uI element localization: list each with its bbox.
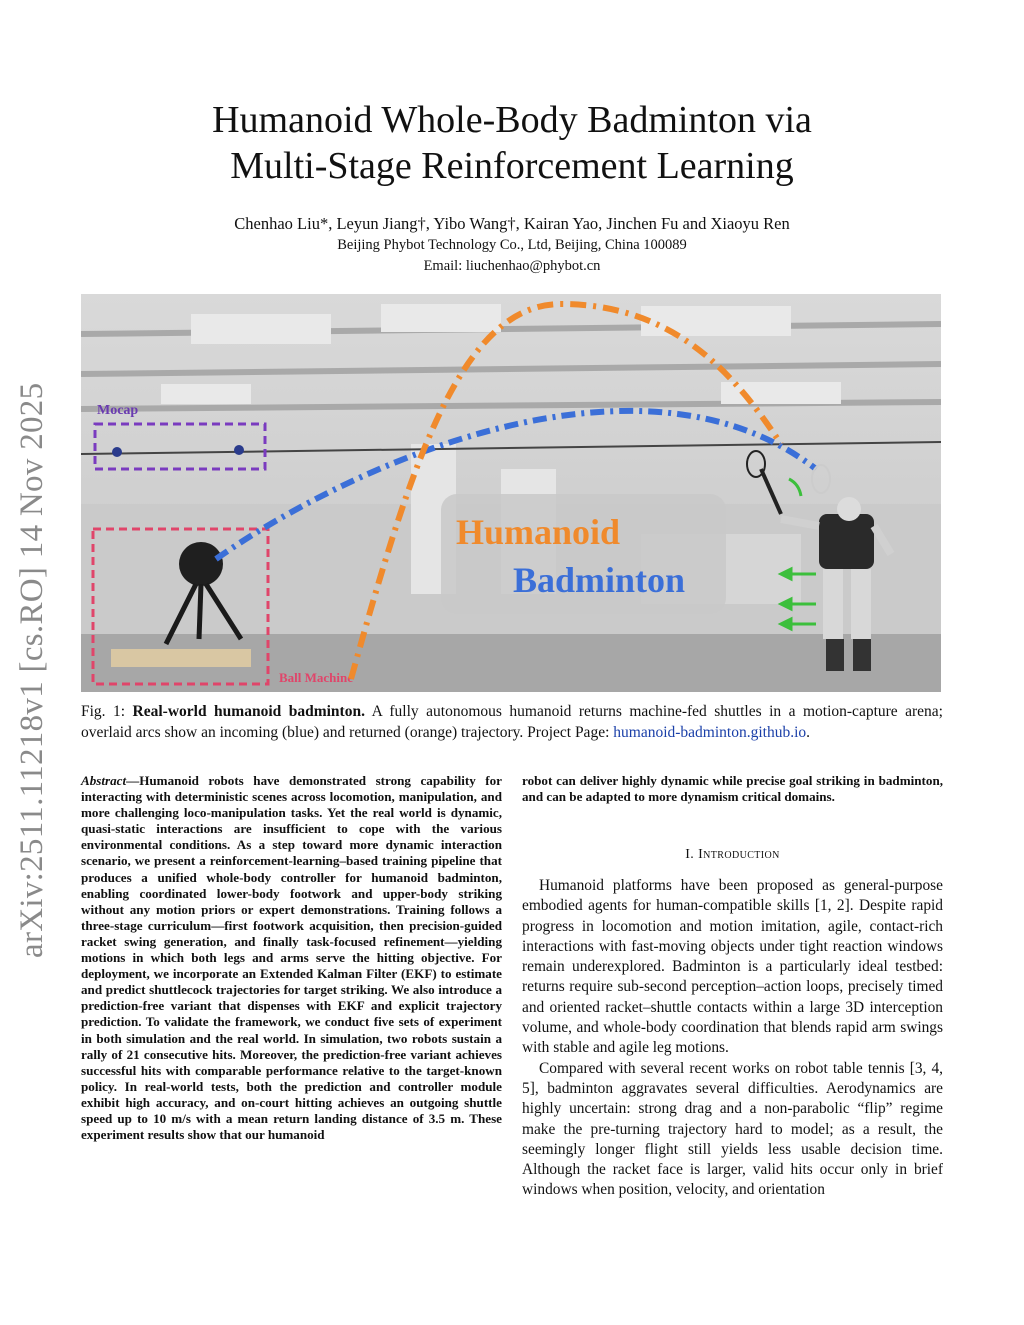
- project-page-link[interactable]: humanoid-badminton.github.io: [613, 724, 807, 741]
- title-line-2: Multi-Stage Reinforcement Learning: [230, 145, 794, 187]
- caption-text: A fully autonomous humanoid returns machine-fed shuttles in a motion-capture arena; overlaid arcs show an incoming (blue) and returned (orange) trajectory. Project Page:: [81, 703, 943, 741]
- section-number: I.: [685, 847, 695, 862]
- introduction-body: [522, 876, 943, 1201]
- abstract-body: —Humanoid robots have demonstrated strong capability for interacting with deterministic scenes across locomotion, manipulation, and more challenging loco-manipulation tasks. Yet the real world is dynamic, quasi-static interactions are insufficient to cope with the various environmental conditions. As a step toward more dynamic interaction scenario, we present a reinforcement-learning–based training pipeline that produces a unified whole-body controller for humanoid badminton, enabling coordinated lower-body footwork and upper-body striking without any motion priors or expert demonstrations. Training follows a three-stage curriculum—first footwork acquisition, then precision-guided racket swing generation, and finally task-focused refinement—yielding motions in which both legs and arms serve the hitting objective. For deployment, we incorporate an Extended Kalman Filter (EKF) to estimate and predict shuttlecock trajectories for target striking. We also introduce a prediction-free variant that dispenses with EKF and explicit trajectory prediction. To validate the framework, we conduct five sets of experiment in both simulation and the real world. In simulation, two robots sustain a rally of 21 consecutive hits. Moreover, the prediction-free variant achieves successful hits with comparable performance relative to the target-known policy. In real-world tests, both the prediction and controller module exhibit high accuracy, and on-court hitting achieves an outgoing shuttle speed up to 10 m/s with a mean return landing distance of 3.5 m. These experiment results show that our humanoid: [81, 773, 502, 1143]
- arxiv-side-stamp: arXiv:2511.11218v1 [cs.RO] 14 Nov 2025: [14, 382, 50, 958]
- mocap-camera-right: [234, 445, 244, 455]
- intro-paragraph-2: Compared with several recent works on robot table tennis [3, 4, 5], badminton aggravates several difficulties. Aerodynamics are highly uncertain: strong drag and a non-parabolic “flip” regime make the pre-turning trajectory hard to model; as a result, the seemingly longer flight still yields less usable decision time. Although the racket face is larger, valid hits occur only in brief windows when position, velocity, and orientation: [522, 1059, 943, 1199]
- overlay-title-badminton: Badminton: [513, 560, 686, 600]
- abstract-continuation: robot can deliver highly dynamic while precise goal striking in badminton, and can be adapted to more dynamism critical domains.: [522, 773, 943, 805]
- caption-end: .: [806, 724, 811, 741]
- mocap-label: Mocap: [97, 403, 139, 418]
- section-title: Introduction: [698, 847, 780, 862]
- intro-paragraph-1: Humanoid platforms have been proposed as general-purpose embodied agents for human-compatible skills [1, 2]. Despite rapid progress in locomotion and motion imitation, agile, contact-rich interactions with fast-moving objects under tight reaction windows remain underexplored. Badminton is a particularly ideal testbed: returns require sub-second perception–action loops, precisely timed and oriented racket–shuttle contacts within a large 3D interception volume, and whole-body coordination that blends rapid arm swings with stable and agile leg motions.: [522, 877, 943, 1057]
- paper-title: [80, 97, 944, 189]
- mocap-camera-left: [112, 447, 122, 457]
- figure-1: [81, 294, 941, 692]
- title-line-1: Humanoid Whole-Body Badminton via: [212, 99, 812, 141]
- overlay-title-humanoid: Humanoid: [456, 512, 621, 552]
- caption-label: Fig. 1:: [81, 703, 126, 720]
- section-heading: [522, 847, 943, 863]
- figure-caption: [81, 701, 943, 743]
- abstract-heading: Abstract: [81, 773, 127, 788]
- email-line: Email: liuchenhao@phybot.cn: [423, 258, 601, 274]
- figure-1-photo: [81, 294, 941, 692]
- caption-title: Real-world humanoid badminton.: [132, 703, 365, 720]
- author-list: Chenhao Liu*, Leyun Jiang†, Yibo Wang†, Kairan Yao, Jinchen Fu and Xiaoyu Ren: [234, 214, 790, 233]
- abstract: [81, 773, 502, 1143]
- ball-machine-label: Ball Machine: [279, 670, 354, 685]
- affiliation: Beijing Phybot Technology Co., Ltd, Beijing, China 100089: [337, 237, 687, 253]
